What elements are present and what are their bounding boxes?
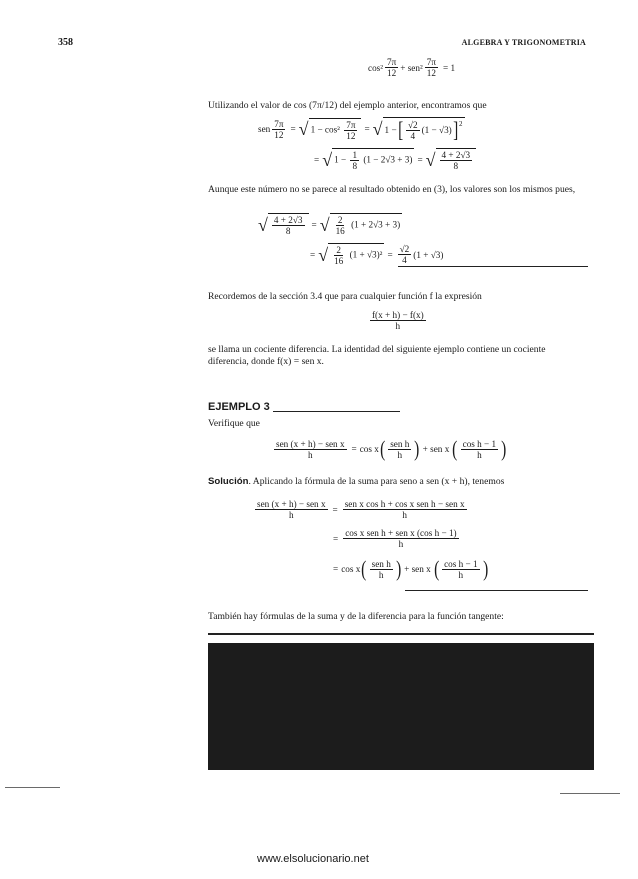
fraction: $\frac{7\pi}{12}$ — [426, 57, 436, 78]
example-identity: $\frac{\text{sen (x + h) − sen x}}{h}$ = cos x ( $\frac{\text{sen h}}{h}$ ) + sen x ( $\frac{\text{cos h − 1}}{h}$ ) — [276, 436, 507, 461]
footer-url[interactable]: www.elsolucionario.net — [257, 853, 369, 865]
paragraph: Aunque este número no se parece al resultado obtenido en (3), los valores son los mismos pues, — [208, 184, 576, 195]
solution-label: Solución — [208, 476, 249, 487]
radical-sign: √ — [319, 214, 330, 235]
equality-line-1: √ $\frac{4 + 2√3}{8}$ = √ $\frac{2}{16}$ (1 + 2√3 + 3) — [258, 214, 401, 236]
cos-squared: cos² — [368, 62, 384, 73]
page-number: 358 — [58, 37, 73, 48]
verify-text: Verifique que — [208, 418, 260, 429]
radical-sign: √ — [372, 119, 383, 139]
fraction: $\frac{7\pi}{12}$ — [387, 57, 397, 78]
radical-sign: √ — [258, 214, 268, 235]
end-of-solution-rule — [405, 590, 588, 591]
scan-mark — [5, 787, 60, 788]
plus-sen-squared: + sen² — [400, 62, 423, 73]
equality-line-2: = √ $\frac{2}{16}$ (1 + √3)² = $\frac{√2}{4}$ (1 + √3) — [310, 244, 444, 266]
identity-equation — [368, 57, 455, 78]
difference-quotient: $\frac{f(x + h) - f(x)}{h}$ — [372, 310, 424, 331]
paragraph: También hay fórmulas de la suma y de la diferencia para la función tangente: — [208, 611, 504, 622]
example-title: EJEMPLO 3 — [208, 401, 270, 413]
solution-line-3: = cos x ( $\frac{\text{sen h}}{h}$ ) + sen x ( $\frac{\text{cos h − 1}}{h}$ ) — [333, 556, 488, 581]
section-rule — [208, 633, 594, 635]
sine-equation-line-2: = √ 1 − $\frac{1}{8}$ (1 − 2√3 + 3) = √ $\frac{4 + 2√3}{8}$ — [314, 148, 476, 171]
solution-text: . Aplicando la fórmula de la suma para seno a sen (x + h), tenemos — [248, 476, 505, 487]
example-title-rule — [273, 411, 400, 412]
radical-sign: √ — [322, 149, 333, 170]
running-head: ALGEBRA Y TRIGONOMETRIA — [461, 38, 586, 47]
dark-scanned-region — [208, 643, 594, 770]
solution-line-2: = $\frac{\text{cos x sen h + sen x (cos h − 1)}}{h}$ — [333, 528, 457, 549]
sine-equation-line-1: sen $\frac{7\pi}{12}$ = √ 1 − cos² $\frac{7\pi}{12}$ = √ 1 − [ $\frac{√2}{4}$ (1 − √3) ] $^2$ — [258, 117, 463, 142]
paragraph: Utilizando el valor de cos (7π/12) del ejemplo anterior, encontramos que — [208, 100, 487, 111]
radical-sign: √ — [425, 149, 436, 170]
solution-paragraph — [208, 476, 588, 488]
scan-mark — [560, 793, 620, 794]
paragraph: Recordemos de la sección 3.4 que para cualquier función f la expresión — [208, 291, 482, 302]
radical-sign: √ — [298, 119, 309, 139]
radical-sign: √ — [318, 244, 329, 265]
end-of-proof-rule — [398, 266, 588, 267]
solution-line-1: $\frac{\text{sen (x + h) − sen x}}{h}$ = $\frac{\text{sen x cos h + cos x sen h − sen x}}{h}$ — [257, 499, 465, 520]
paragraph: se llama un cociente diferencia. La identidad del siguiente ejemplo contiene un cociente diferencia, donde f(x) = sen x. — [208, 344, 546, 367]
equals-one: = 1 — [442, 62, 456, 73]
